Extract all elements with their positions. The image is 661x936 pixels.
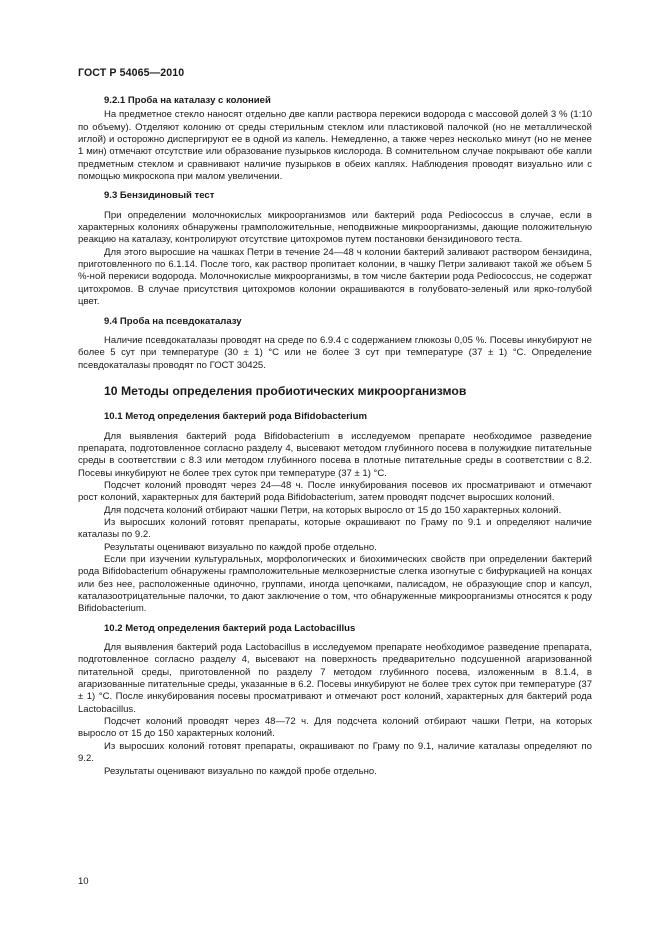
section-heading-9-2-1: 9.2.1 Проба на каталазу с колонией: [104, 95, 271, 106]
paragraph: Результаты оценивают визуально по каждой пробе отдельно.: [104, 765, 377, 777]
paragraph: Подсчет колоний проводят через 48—72 ч. Для подсчета колоний отбирают чашки Петри, на которых выросло от 15 до 150 характерных колоний.: [78, 716, 592, 740]
paragraph: Для выявления бактерий рода Bifidobacterium в исследуемом препарате необходимое разведение препарата, подготовленное согласно разделу 4, высевают методом глубинного посева в полужидкие питательные среды в соответствии с 8.3 или методом глубинного посева в плотные питательные среды в соответствии с 8.2. Посевы инкубируют не более трех суток при температуре (37 ± 1) °С.: [78, 430, 592, 479]
paragraph: Для выявления бактерий рода Lactobacillus в исследуемом препарате необходимое разведение препарата, подготовленное согласно разделу 4, высевают на поверхность предварительно подсушенной агаризованной питательной среды, приготовленной по разделу 7 методом глубинного посева, изложенным в 8.1.4, в агаризованные питательные среды, указанные в 6.2. Посевы инкубируют не более трех суток при температуре (37 ± 1) °С. После инкубирования посевы просматривают и отмечают рост колоний, характерных для бактерий рода Lactobacillus.: [78, 642, 592, 715]
paragraph: Для этого выросшие на чашках Петри в течение 24—48 ч колонии бактерий заливают раствором бензидина, приготовленного по 6.1.14. После того, как раствор пропитает колонии, в чашку Петри заливают такой же объем 5 %-ной перекиси водорода. Молочнокислые микроорганизмы, в том числе бактерии рода Pediococcus, не содержат цитохромов. В случае присутствия цитохромов колонии окрашиваются в голубовато-зеленый или ярко-голубой цвет.: [78, 246, 592, 308]
paragraph: Из выросших колоний готовят препараты, которые окрашивают по Граму по 9.1 и определяют наличие каталазы по 9.2.: [78, 516, 592, 541]
section-heading-9-4: 9.4 Проба на псевдокаталазу: [104, 315, 242, 327]
paragraph: При определении молочнокислых микроорганизмов или бактерий рода Pediococcus в случае, если в характерных колониях обнаружены грамположительные, неподвижные микроорганизмы, дающие положительную реакцию на каталазу, контролируют отсутствие цитохромов путем постановки бензидинового теста.: [78, 209, 592, 246]
paragraph: Для подсчета колоний отбирают чашки Петри, на которых выросло от 15 до 150 характерных колоний.: [104, 504, 562, 516]
section-heading-10-2: 10.2 Метод определения бактерий рода Lactobacillus: [104, 622, 356, 634]
paragraph: Из выросших колоний готовят препараты, окрашивают по Граму по 9.1, наличие каталазы определяют по 9.2.: [78, 740, 592, 765]
document-header: ГОСТ Р 54065—2010: [78, 67, 185, 79]
paragraph: Если при изучении культуральных, морфологических и биохимических свойств при определении бактерий рода Bifidobacterium обнаружены грамположительные мелкозернистые слегка изогнутые с бифуркацией на концах или без нее, расположенные одиночно, группами, иногда цепочками, палисадом, не образующие спор и капсул, каталазоотрицательные палочки, то дают заключение о том, что обнаруженные микроорганизмы относятся к роду Bifidobacterium.: [78, 554, 592, 615]
paragraph: Наличие псевдокаталазы проводят на среде по 6.9.4 с содержанием глюкозы 0,05 %. Посевы инкубируют не более 5 сут при температуре (30 ± 1) °С или не более 3 сут при температуре (37 ± 1) °С. Определение псевдокаталазы проводят по ГОСТ 30425.: [78, 334, 592, 371]
document-body: [78, 95, 592, 778]
paragraph: Результаты оценивают визуально по каждой пробе отдельно.: [104, 541, 377, 553]
page-number: 10: [78, 876, 89, 887]
paragraph: На предметное стекло наносят отдельно две капли раствора перекиси водорода с массовой долей 3 % (1:10 по объему). Отделяют колонию от среды стерильным стеклом или пластиковой палочкой (но не металлической иглой) и осторожно диспергируют ее в одной из капель. Немедленно, а также через несколько минут (но не менее 1 мин) отмечают отсутствие или образование пузырьков кислорода. В сомнительном случае покрывают обе капли предметным стеклом и сравнивают наличие пузырьков в обеих каплях. Наблюдения проводят визуально или с помощью микроскопа при малом увеличении.: [78, 109, 592, 183]
section-heading-10-1: 10.1 Метод определения бактерий рода Bifidobacterium: [104, 411, 367, 423]
chapter-heading-10: 10 Методы определения пробиотических микроорганизмов: [104, 383, 467, 398]
paragraph: Подсчет колоний проводят через 24—48 ч. После инкубирования посевов их просматривают и отмечают рост колоний, характерных для бактерий рода Bifidobacterium, затем проводят подсчет выросших колоний.: [78, 479, 592, 504]
section-heading-9-3: 9.3 Бензидиновый тест: [104, 190, 215, 202]
